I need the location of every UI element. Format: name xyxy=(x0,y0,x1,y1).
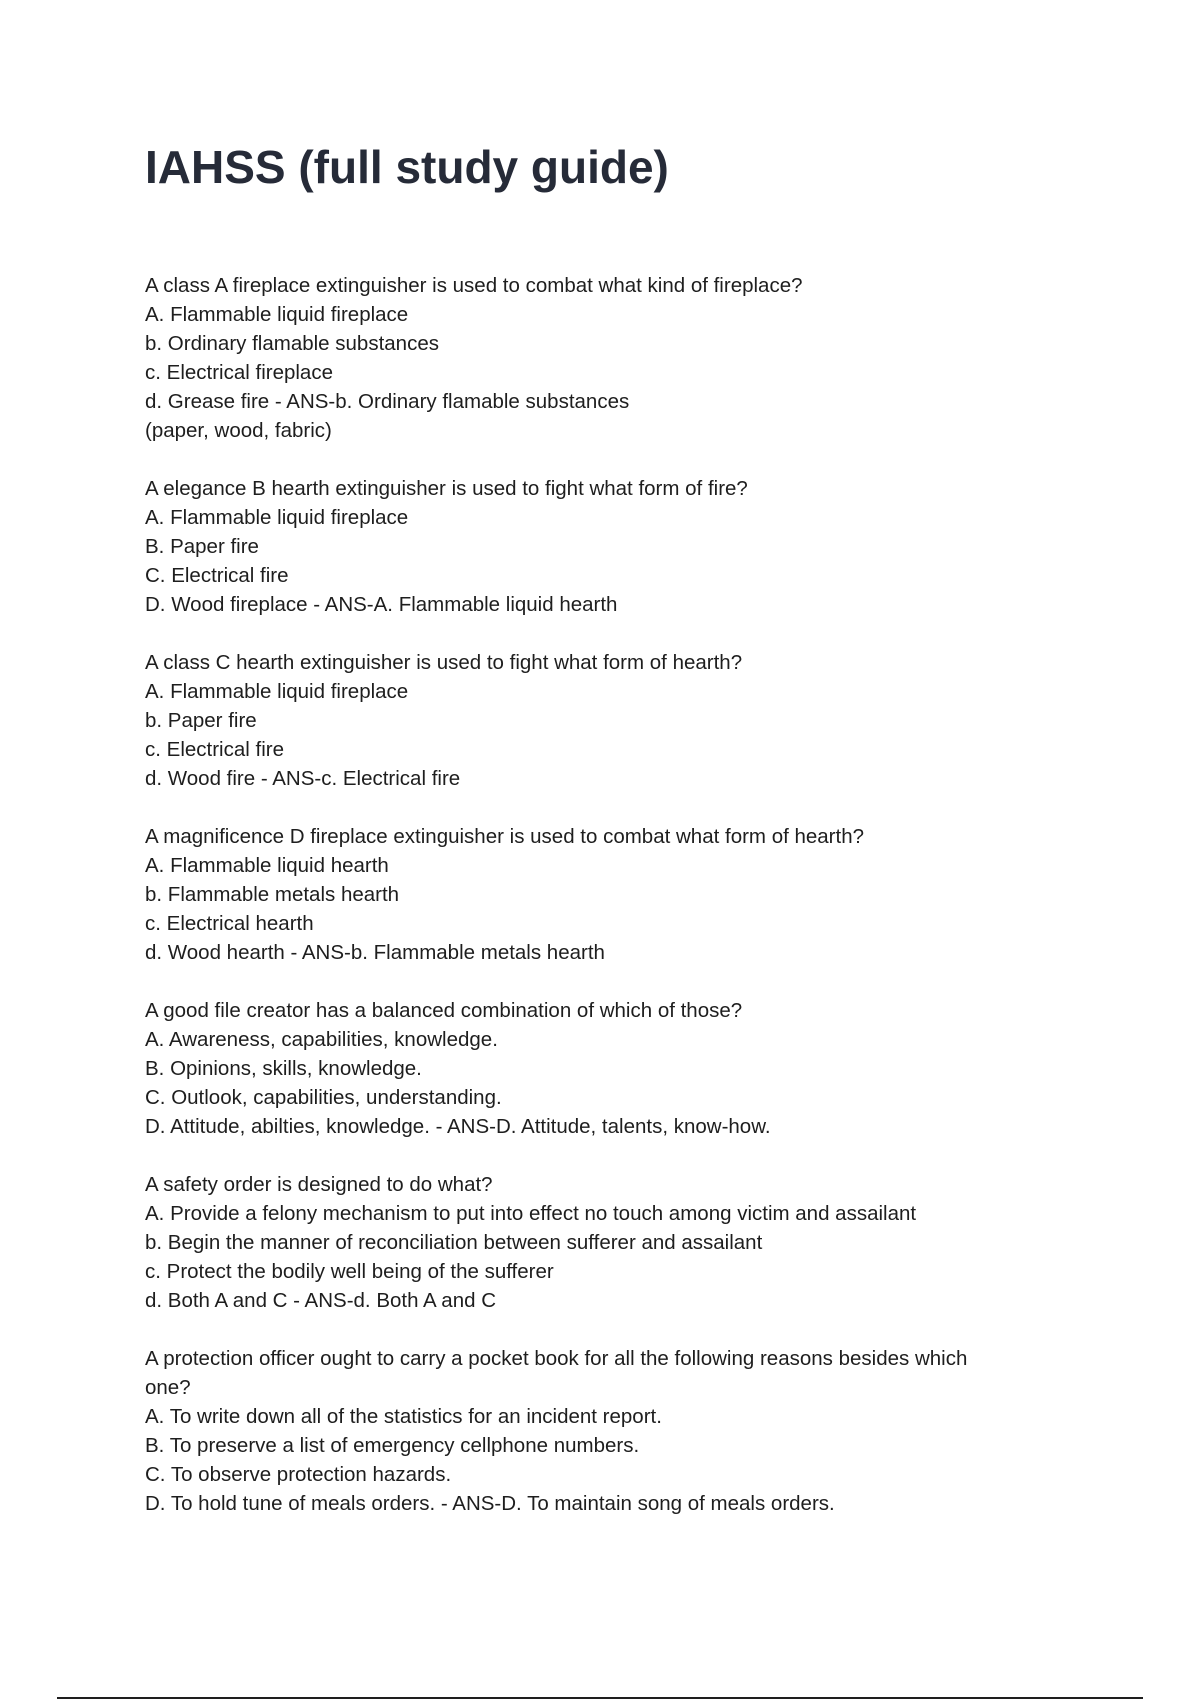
answer-option: b. Begin the manner of reconciliation between sufferer and assailant xyxy=(145,1231,763,1254)
question-text: A class C hearth extinguisher is used to fight what form of hearth? xyxy=(145,651,743,674)
answer-note: (paper, wood, fabric) xyxy=(145,419,332,442)
footer-divider xyxy=(57,1697,1143,1699)
answer-option: c. Electrical hearth xyxy=(145,912,314,935)
answer-option: C. To observe protection hazards. xyxy=(145,1463,452,1486)
answer-option: A. Flammable liquid hearth xyxy=(145,854,389,877)
answer-option: A. Flammable liquid fireplace xyxy=(145,303,409,326)
question-text: A class A fireplace extinguisher is used to combat what kind of fireplace? xyxy=(145,274,803,297)
question-text: A elegance B hearth extinguisher is used to fight what form of fire? xyxy=(145,477,748,500)
answer-option: c. Electrical fire xyxy=(145,738,284,761)
answer-option: A. Awareness, capabilities, knowledge. xyxy=(145,1028,498,1051)
question-list xyxy=(145,271,1045,1547)
answer-option: A. Flammable liquid fireplace xyxy=(145,680,409,703)
answer-option: C. Outlook, capabilities, understanding. xyxy=(145,1086,502,1109)
question-text: A magnificence D fireplace extinguisher is used to combat what form of hearth? xyxy=(145,825,865,848)
answer-option: d. Both A and C - ANS-d. Both A and C xyxy=(145,1289,497,1312)
question-block xyxy=(145,474,1045,619)
answer-option: d. Wood hearth - ANS-b. Flammable metals hearth xyxy=(145,941,605,964)
answer-option: D. Attitude, abilties, knowledge. - ANS-D. Attitude, talents, know-how. xyxy=(145,1115,771,1138)
answer-option: B. Paper fire xyxy=(145,535,259,558)
answer-option: A. Provide a felony mechanism to put into effect no touch among victim and assailant xyxy=(145,1202,917,1225)
question-block xyxy=(145,822,1045,967)
question-block xyxy=(145,648,1045,793)
page-title: IAHSS (full study guide) xyxy=(145,141,669,193)
question-block xyxy=(145,271,1045,445)
answer-option: c. Protect the bodily well being of the sufferer xyxy=(145,1260,554,1283)
answer-option: D. Wood fireplace - ANS-A. Flammable liquid hearth xyxy=(145,593,618,616)
answer-option: b. Ordinary flamable substances xyxy=(145,332,439,355)
question-text-continued: one? xyxy=(145,1376,191,1399)
answer-option: C. Electrical fire xyxy=(145,564,289,587)
answer-option: A. To write down all of the statistics for an incident report. xyxy=(145,1405,662,1428)
question-text: A safety order is designed to do what? xyxy=(145,1173,493,1196)
answer-option: b. Flammable metals hearth xyxy=(145,883,400,906)
answer-option: B. To preserve a list of emergency cellphone numbers. xyxy=(145,1434,640,1457)
answer-option: B. Opinions, skills, knowledge. xyxy=(145,1057,422,1080)
answer-option: c. Electrical fireplace xyxy=(145,361,333,384)
answer-option: d. Grease fire - ANS-b. Ordinary flamable substances xyxy=(145,390,630,413)
question-text: A good file creator has a balanced combination of which of those? xyxy=(145,999,743,1022)
question-block xyxy=(145,1344,1045,1518)
question-text: A protection officer ought to carry a pocket book for all the following reasons besides which xyxy=(145,1347,968,1370)
answer-option: D. To hold tune of meals orders. - ANS-D. To maintain song of meals orders. xyxy=(145,1492,835,1515)
question-block xyxy=(145,996,1045,1141)
answer-option: d. Wood fire - ANS-c. Electrical fire xyxy=(145,767,461,790)
answer-option: b. Paper fire xyxy=(145,709,257,732)
answer-option: A. Flammable liquid fireplace xyxy=(145,506,409,529)
question-block xyxy=(145,1170,1045,1315)
